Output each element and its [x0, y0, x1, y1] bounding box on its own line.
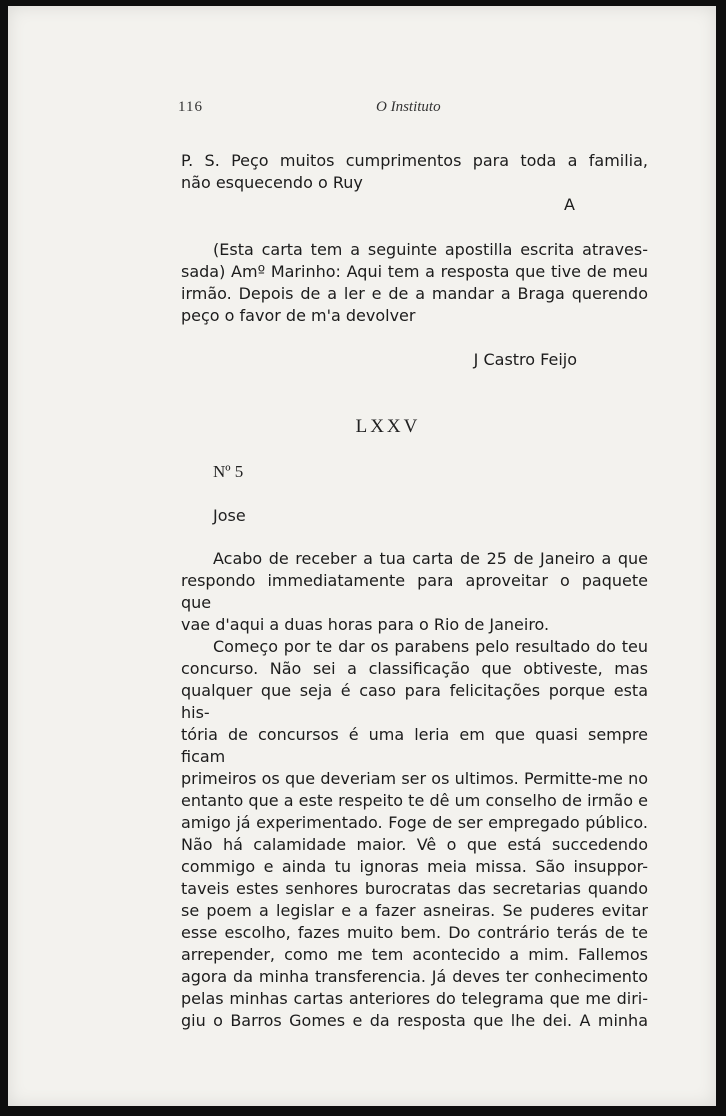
postscript: [181, 150, 648, 194]
text-line: commigo e ainda tu ignoras meia missa. São insuppor-: [181, 857, 648, 876]
text-line: (Esta carta tem a seguinte apostilla escrita atraves-: [213, 240, 648, 259]
text-line: agora da minha transferencia. Já deves ter conhecimento: [181, 967, 648, 986]
letter-title: LXXV: [355, 416, 421, 437]
text-line: qualquer que seja é caso para felicitações porque esta his-: [181, 681, 648, 722]
note-signature: J Castro Feijo: [473, 350, 577, 369]
paragraph: [181, 636, 648, 1032]
text-line: vae d'aqui a duas horas para o Rio de Janeiro.: [181, 615, 550, 634]
text-line: peço o favor de m'a devolver: [181, 306, 416, 325]
text-line: não esquecendo o Ruy: [181, 173, 363, 192]
text-line: P. S. Peço muitos cumprimentos para toda a familia,: [181, 151, 648, 170]
apostille-note: [181, 239, 648, 327]
letter-number: Nº 5: [213, 462, 244, 481]
book-page: [8, 6, 716, 1106]
text-line: arrepender, como me tem acontecido a mim. Fallemos: [181, 945, 648, 964]
text-line: irmão. Depois de a ler e de a mandar a Braga querendo: [181, 284, 648, 303]
text-line: pelas minhas cartas anteriores do telegrama que me diri-: [181, 989, 648, 1008]
text-line: Acabo de receber a tua carta de 25 de Janeiro a que: [213, 549, 648, 568]
page-number: 116: [178, 99, 203, 115]
salutation: Jose: [213, 506, 246, 525]
text-line: tória de concursos é uma leria em que quasi sempre ficam: [181, 725, 648, 766]
text-line: taveis estes senhores burocratas das secretarias quando: [181, 879, 648, 898]
text-line: sada) Amº Marinho: Aqui tem a resposta que tive de meu: [181, 262, 648, 281]
letter-body: [181, 548, 648, 1032]
text-line: primeiros os que deveriam ser os ultimos. Permitte-me no: [181, 769, 648, 788]
text-line: amigo já experimentado. Foge de ser empregado público.: [181, 813, 648, 832]
text-line: esse escolho, fazes muito bem. Do contrário terás de te: [181, 923, 648, 942]
text-line: concurso. Não sei a classificação que obtiveste, mas: [181, 659, 648, 678]
running-title: O Instituto: [376, 99, 441, 115]
postscript-signature: A: [564, 195, 575, 214]
paragraph: [181, 548, 648, 636]
text-line: giu o Barros Gomes e da resposta que lhe dei. A minha: [181, 1011, 648, 1030]
text-line: Não há calamidade maior. Vê o que está succedendo: [181, 835, 648, 854]
text-line: se poem a legislar e a fazer asneiras. Se puderes evitar: [181, 901, 648, 920]
text-line: entanto que a este respeito te dê um conselho de irmão e: [181, 791, 648, 810]
text-line: Começo por te dar os parabens pelo resultado do teu: [213, 637, 648, 656]
text-line: respondo immediatamente para aproveitar o paquete que: [181, 571, 648, 612]
